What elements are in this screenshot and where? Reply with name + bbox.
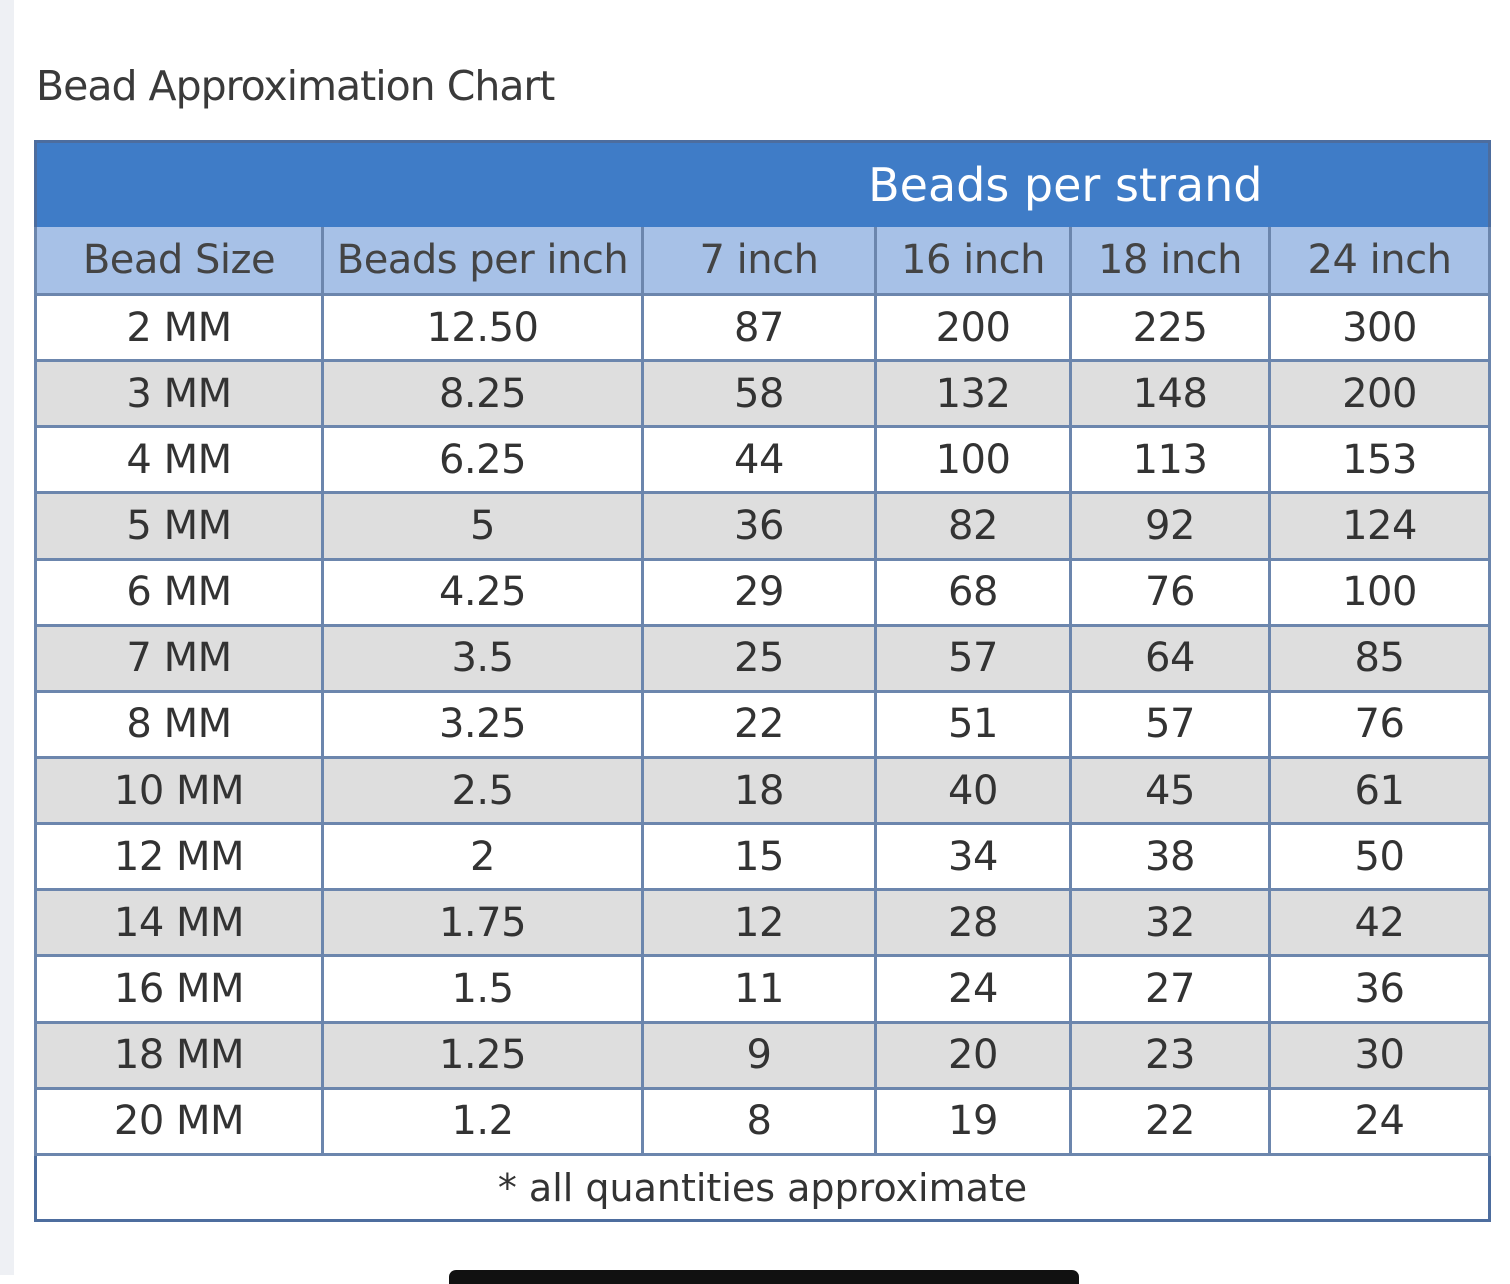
table-row (36, 559, 1490, 625)
table-cell: 1.2 (323, 1088, 643, 1154)
table-cell: 100 (1270, 559, 1490, 625)
table-cell: 14 MM (36, 890, 323, 956)
table-cell: 1.75 (323, 890, 643, 956)
table-row (36, 890, 1490, 956)
table-cell: 225 (1071, 295, 1270, 361)
table-cell: 30 (1270, 1022, 1490, 1088)
column-header-row (36, 227, 1490, 295)
table-row (36, 757, 1490, 823)
table-cell: 36 (643, 493, 876, 559)
banner-row (36, 142, 1490, 228)
column-header-16-inch: 16 inch (876, 227, 1071, 295)
table-cell: 23 (1071, 1022, 1270, 1088)
table-cell: 12.50 (323, 295, 643, 361)
table-cell: 24 (1270, 1088, 1490, 1154)
banner-spacer (36, 142, 643, 228)
table-cell: 10 MM (36, 757, 323, 823)
column-header-24-inch: 24 inch (1270, 227, 1490, 295)
table-cell: 1.25 (323, 1022, 643, 1088)
table-cell: 82 (876, 493, 1071, 559)
table-body (36, 295, 1490, 1155)
column-header-bead-size: Bead Size (36, 227, 323, 295)
table-cell: 200 (1270, 361, 1490, 427)
table-cell: 3.25 (323, 691, 643, 757)
table-cell: 1.5 (323, 956, 643, 1022)
table-cell: 20 (876, 1022, 1071, 1088)
table-cell: 29 (643, 559, 876, 625)
column-header-beads-per-inch: Beads per inch (323, 227, 643, 295)
table-cell: 5 (323, 493, 643, 559)
table-cell: 44 (643, 427, 876, 493)
table-cell: 24 (876, 956, 1071, 1022)
table-cell: 132 (876, 361, 1071, 427)
table-cell: 27 (1071, 956, 1270, 1022)
table-row (36, 824, 1490, 890)
table-cell: 19 (876, 1088, 1071, 1154)
table-cell: 85 (1270, 625, 1490, 691)
table-cell: 2 MM (36, 295, 323, 361)
table-row (36, 427, 1490, 493)
table-cell: 50 (1270, 824, 1490, 890)
table-row (36, 361, 1490, 427)
table-cell: 153 (1270, 427, 1490, 493)
table-cell: 124 (1270, 493, 1490, 559)
table-cell: 3.5 (323, 625, 643, 691)
table-cell: 8.25 (323, 361, 643, 427)
table-cell: 61 (1270, 757, 1490, 823)
table-cell: 2 (323, 824, 643, 890)
table-cell: 32 (1071, 890, 1270, 956)
table-cell: 36 (1270, 956, 1490, 1022)
table-cell: 22 (1071, 1088, 1270, 1154)
table-cell: 25 (643, 625, 876, 691)
table-cell: 11 (643, 956, 876, 1022)
table-cell: 12 (643, 890, 876, 956)
table-cell: 40 (876, 757, 1071, 823)
table-cell: 76 (1270, 691, 1490, 757)
table-cell: 15 (643, 824, 876, 890)
footnote: * all quantities approximate (36, 1155, 1490, 1221)
table-cell: 28 (876, 890, 1071, 956)
footnote-row (36, 1155, 1490, 1221)
column-header-7-inch: 7 inch (643, 227, 876, 295)
table-cell: 87 (643, 295, 876, 361)
table-row (36, 1088, 1490, 1154)
table-cell: 34 (876, 824, 1071, 890)
bead-approximation-table (34, 140, 1491, 1222)
table-cell: 38 (1071, 824, 1270, 890)
table-cell: 6.25 (323, 427, 643, 493)
table-cell: 45 (1071, 757, 1270, 823)
table-cell: 12 MM (36, 824, 323, 890)
table-cell: 22 (643, 691, 876, 757)
beads-per-strand-banner: Beads per strand (643, 142, 1490, 228)
page-title: Bead Approximation Chart (36, 62, 555, 110)
table-cell: 58 (643, 361, 876, 427)
table-row (36, 956, 1490, 1022)
column-header-18-inch: 18 inch (1071, 227, 1270, 295)
table-cell: 7 MM (36, 625, 323, 691)
table-cell: 4 MM (36, 427, 323, 493)
left-edge-strip (0, 0, 14, 1275)
table-cell: 18 (643, 757, 876, 823)
table-cell: 68 (876, 559, 1071, 625)
table-cell: 300 (1270, 295, 1490, 361)
table-cell: 9 (643, 1022, 876, 1088)
table-row (36, 1022, 1490, 1088)
table-cell: 57 (876, 625, 1071, 691)
table-cell: 51 (876, 691, 1071, 757)
table-cell: 76 (1071, 559, 1270, 625)
table-cell: 113 (1071, 427, 1270, 493)
table-cell: 18 MM (36, 1022, 323, 1088)
table-cell: 16 MM (36, 956, 323, 1022)
table-cell: 20 MM (36, 1088, 323, 1154)
table-row (36, 625, 1490, 691)
table-row (36, 691, 1490, 757)
table-cell: 8 MM (36, 691, 323, 757)
table-cell: 5 MM (36, 493, 323, 559)
table-cell: 2.5 (323, 757, 643, 823)
table-cell: 42 (1270, 890, 1490, 956)
table-cell: 3 MM (36, 361, 323, 427)
table-cell: 100 (876, 427, 1071, 493)
table-cell: 4.25 (323, 559, 643, 625)
bottom-bar (449, 1270, 1079, 1284)
table-row (36, 493, 1490, 559)
table-cell: 6 MM (36, 559, 323, 625)
table-cell: 57 (1071, 691, 1270, 757)
table-cell: 64 (1071, 625, 1270, 691)
table-cell: 200 (876, 295, 1071, 361)
table-cell: 92 (1071, 493, 1270, 559)
table-cell: 148 (1071, 361, 1270, 427)
table-cell: 8 (643, 1088, 876, 1154)
table-row (36, 295, 1490, 361)
